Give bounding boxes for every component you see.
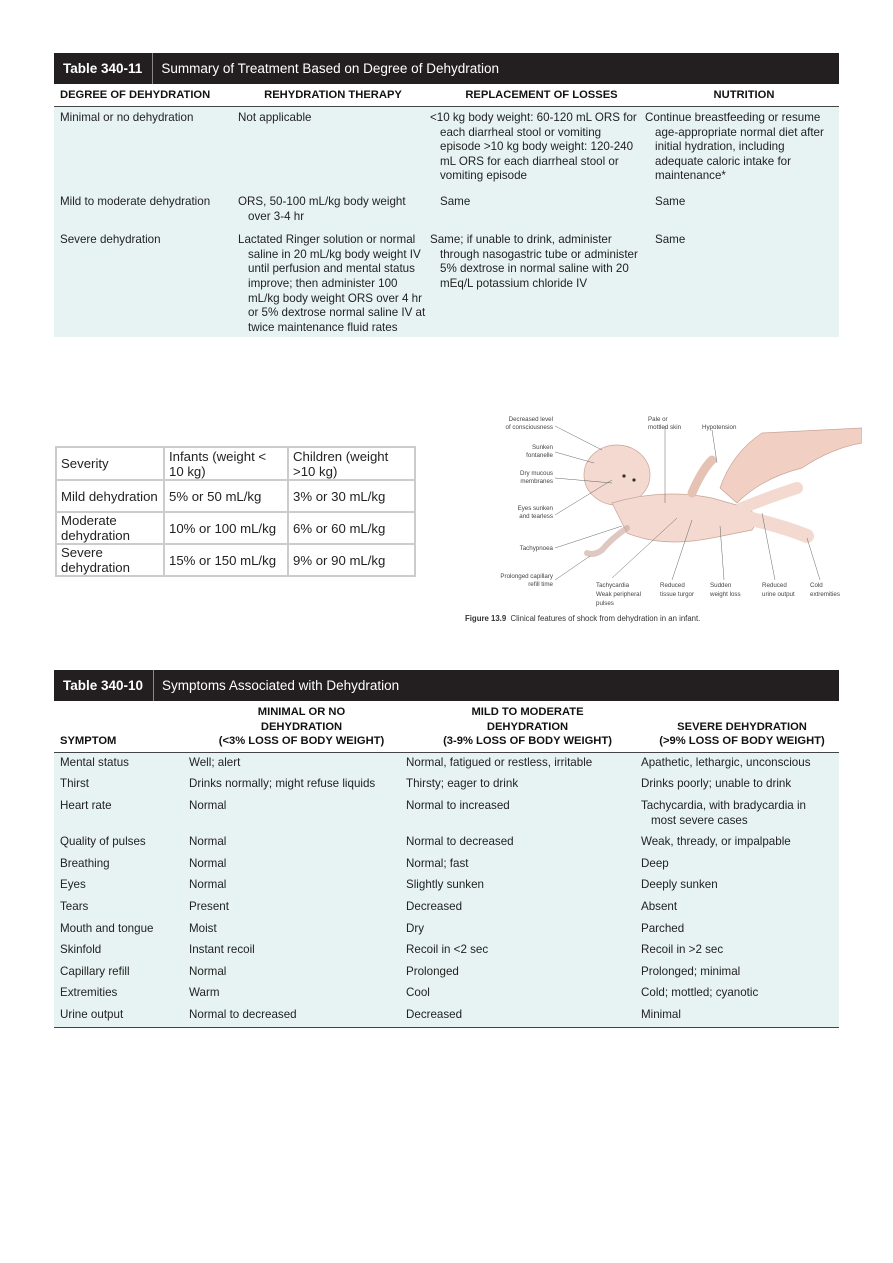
table-cell: Same bbox=[649, 189, 839, 226]
infant-shock-figure bbox=[462, 408, 862, 633]
table-cell: Thirsty; eager to drink bbox=[410, 774, 645, 796]
table-title-bar bbox=[54, 53, 839, 84]
table-title: Symptoms Associated with Dehydration bbox=[162, 678, 400, 693]
table-row bbox=[54, 774, 839, 796]
table-cell: Moderate dehydration bbox=[56, 512, 164, 544]
table-row bbox=[56, 544, 415, 576]
table-header-row bbox=[54, 701, 839, 752]
table-cell: Heart rate bbox=[54, 796, 193, 832]
label-membranes: Dry mucous bbox=[519, 470, 553, 477]
label-eyes: Eyes sunken bbox=[517, 505, 553, 512]
label-skin: mottled skin bbox=[648, 424, 682, 431]
table-cell: Instant recoil bbox=[193, 940, 410, 962]
table-cell: Tachycardia, with bradycardia in most severe cases bbox=[645, 796, 839, 832]
label-urine: urine output bbox=[762, 591, 795, 598]
table-cell: Decreased bbox=[410, 1005, 645, 1027]
table-cell: Normal bbox=[193, 962, 410, 984]
table-cell: Quality of pulses bbox=[54, 832, 193, 854]
table-cell: Prolonged; minimal bbox=[645, 962, 839, 984]
table-row bbox=[54, 226, 839, 337]
table-cell: Normal bbox=[193, 875, 410, 897]
table-cell: Decreased bbox=[410, 897, 645, 919]
table-cell: Prolonged bbox=[410, 962, 645, 984]
table-cell: Eyes bbox=[54, 875, 193, 897]
table-header-row bbox=[54, 84, 839, 107]
table-row bbox=[54, 940, 839, 962]
table-cell: Minimal bbox=[645, 1005, 839, 1027]
figure-caption-label: Figure 13.9 bbox=[465, 614, 507, 623]
label-capillary: Prolonged capillary bbox=[500, 573, 553, 580]
table-cell: <10 kg body weight: 60-120 mL ORS for each diarrheal stool or vomiting episode >10 kg body weight: 120-240 mL ORS for each diarrheal stool or vomiting episode bbox=[434, 107, 649, 189]
table-row bbox=[54, 1005, 839, 1027]
table-cell: 15% or 150 mL/kg bbox=[164, 544, 288, 576]
table-cell: Normal, fatigued or restless, irritable bbox=[410, 752, 645, 774]
table-cell: Severe dehydration bbox=[56, 544, 164, 576]
label-turgor: Reduced bbox=[660, 582, 685, 589]
infant-illustration bbox=[584, 428, 862, 554]
table-cell: Present bbox=[193, 897, 410, 919]
table-cell: Severe dehydration bbox=[54, 226, 232, 337]
table-row bbox=[54, 189, 839, 226]
table-cell: Lactated Ringer solution or normal saline in 20 mL/kg body weight IV until perfusion and mental status improve; then administer 100 mL/kg body weight ORS over 4 hr or 5% dextrose normal saline IV at twice maintenance fluid rates bbox=[232, 226, 434, 337]
table-cell: 5% or 50 mL/kg bbox=[164, 480, 288, 512]
table-cell: Capillary refill bbox=[54, 962, 193, 984]
table-row bbox=[56, 512, 415, 544]
table-cell: Thirst bbox=[54, 774, 193, 796]
table-row bbox=[56, 480, 415, 512]
table-cell: Same; if unable to drink, administer through nasogastric tube or administer 5% dextrose in normal saline with 20 mEq/L potassium chloride IV bbox=[434, 226, 649, 337]
table-cell: Mouth and tongue bbox=[54, 919, 193, 941]
table-cell: Normal to decreased bbox=[193, 1005, 410, 1027]
column-header: SYMPTOM bbox=[54, 701, 193, 752]
table-cell: ORS, 50-100 mL/kg body weight over 3-4 hr bbox=[232, 189, 434, 226]
label-weight: Sudden bbox=[710, 582, 732, 589]
label-turgor: tissue turgor bbox=[660, 591, 695, 598]
table-cell: 9% or 90 mL/kg bbox=[288, 544, 415, 576]
label-membranes: membranes bbox=[520, 478, 553, 485]
column-header: MINIMAL OR NO DEHYDRATION (<3% LOSS OF BODY WEIGHT) bbox=[193, 701, 410, 752]
table-cell: Skinfold bbox=[54, 940, 193, 962]
table-title-bar bbox=[54, 670, 839, 701]
table-row bbox=[54, 897, 839, 919]
table-cell: 3% or 30 mL/kg bbox=[288, 480, 415, 512]
table-cell: Normal; fast bbox=[410, 854, 645, 876]
table-cell: Slightly sunken bbox=[410, 875, 645, 897]
treatment-table bbox=[54, 53, 839, 337]
table-row bbox=[54, 796, 839, 832]
table-cell: Drinks normally; might refuse liquids bbox=[193, 774, 410, 796]
column-header: Children (weight >10 kg) bbox=[288, 447, 415, 480]
table-cell: Normal bbox=[193, 796, 410, 832]
label-consciousness: of consciousness bbox=[505, 424, 553, 431]
column-header: REHYDRATION THERAPY bbox=[232, 84, 434, 107]
severity-table bbox=[55, 446, 416, 577]
label-eyes: and tearless bbox=[519, 513, 553, 520]
table-header-row bbox=[56, 447, 415, 480]
label-capillary: refill time bbox=[528, 581, 553, 588]
table-row bbox=[54, 962, 839, 984]
table-cell: Normal to increased bbox=[410, 796, 645, 832]
table-row bbox=[54, 752, 839, 774]
label-tachycardia: Tachycardia bbox=[596, 582, 630, 589]
table-cell: 6% or 60 mL/kg bbox=[288, 512, 415, 544]
table-cell: Weak, thready, or impalpable bbox=[645, 832, 839, 854]
table-row bbox=[54, 875, 839, 897]
table-cell: Parched bbox=[645, 919, 839, 941]
table-row bbox=[54, 854, 839, 876]
figure-caption bbox=[465, 614, 700, 623]
table-cell: Deep bbox=[645, 854, 839, 876]
table-row bbox=[54, 983, 839, 1005]
label-hypotension: Hypotension bbox=[702, 424, 737, 431]
table-cell: Cold; mottled; cyanotic bbox=[645, 983, 839, 1005]
table-cell: Mental status bbox=[54, 752, 193, 774]
column-header: NUTRITION bbox=[649, 84, 839, 107]
table-body bbox=[54, 752, 839, 1027]
label-extremities: extremities bbox=[810, 591, 840, 598]
label-tachypnoea: Tachypnoea bbox=[519, 545, 553, 552]
label-urine: Reduced bbox=[762, 582, 787, 589]
table-cell: Well; alert bbox=[193, 752, 410, 774]
table-cell: Continue breastfeeding or resume age-appropriate normal diet after initial hydration, including adequate caloric intake for maintenance* bbox=[649, 107, 839, 189]
label-fontanelle: Sunken bbox=[532, 444, 553, 451]
table-cell: Breathing bbox=[54, 854, 193, 876]
table-cell: Normal to decreased bbox=[410, 832, 645, 854]
column-header: Severity bbox=[56, 447, 164, 480]
table-title: Summary of Treatment Based on Degree of Dehydration bbox=[161, 61, 499, 76]
column-header: SEVERE DEHYDRATION (>9% LOSS OF BODY WEIGHT) bbox=[645, 701, 839, 752]
table-cell: Normal bbox=[193, 854, 410, 876]
column-header: DEGREE OF DEHYDRATION bbox=[54, 84, 232, 107]
table-cell: Tears bbox=[54, 897, 193, 919]
label-extremities: Cold bbox=[810, 582, 823, 589]
table-number: Table 340-11 bbox=[54, 53, 153, 84]
table-cell: Apathetic, lethargic, unconscious bbox=[645, 752, 839, 774]
column-header: REPLACEMENT OF LOSSES bbox=[434, 84, 649, 107]
table-cell: 10% or 100 mL/kg bbox=[164, 512, 288, 544]
table-cell: Minimal or no dehydration bbox=[54, 107, 232, 189]
figure-caption-text: Clinical features of shock from dehydration in an infant. bbox=[510, 614, 701, 623]
table-row bbox=[54, 832, 839, 854]
table-cell: Urine output bbox=[54, 1005, 193, 1027]
label-tachycardia: Weak peripheral bbox=[596, 591, 641, 598]
label-tachycardia: pulses bbox=[596, 600, 614, 607]
table-cell: Recoil in <2 sec bbox=[410, 940, 645, 962]
table-cell: Same bbox=[649, 226, 839, 337]
label-weight: weight loss bbox=[710, 591, 741, 598]
table-cell: Normal bbox=[193, 832, 410, 854]
table-cell: Warm bbox=[193, 983, 410, 1005]
table-cell: Absent bbox=[645, 897, 839, 919]
table-cell: Drinks poorly; unable to drink bbox=[645, 774, 839, 796]
table-cell: Extremities bbox=[54, 983, 193, 1005]
symptoms-table bbox=[54, 670, 839, 1028]
table-cell: Same bbox=[434, 189, 649, 226]
label-fontanelle: fontanelle bbox=[526, 452, 553, 459]
table-cell: Mild to moderate dehydration bbox=[54, 189, 232, 226]
label-consciousness: Decreased level bbox=[508, 416, 553, 423]
table-cell: Deeply sunken bbox=[645, 875, 839, 897]
label-skin: Pale or bbox=[648, 416, 668, 423]
table-cell: Recoil in >2 sec bbox=[645, 940, 839, 962]
table-row bbox=[54, 919, 839, 941]
column-header: Infants (weight < 10 kg) bbox=[164, 447, 288, 480]
table-cell: Moist bbox=[193, 919, 410, 941]
column-header: MILD TO MODERATE DEHYDRATION (3-9% LOSS OF BODY WEIGHT) bbox=[410, 701, 645, 752]
table-cell: Not applicable bbox=[232, 107, 434, 189]
table-cell: Mild dehydration bbox=[56, 480, 164, 512]
table-row bbox=[54, 107, 839, 189]
table-cell: Dry bbox=[410, 919, 645, 941]
table-cell: Cool bbox=[410, 983, 645, 1005]
table-number: Table 340-10 bbox=[54, 670, 154, 701]
